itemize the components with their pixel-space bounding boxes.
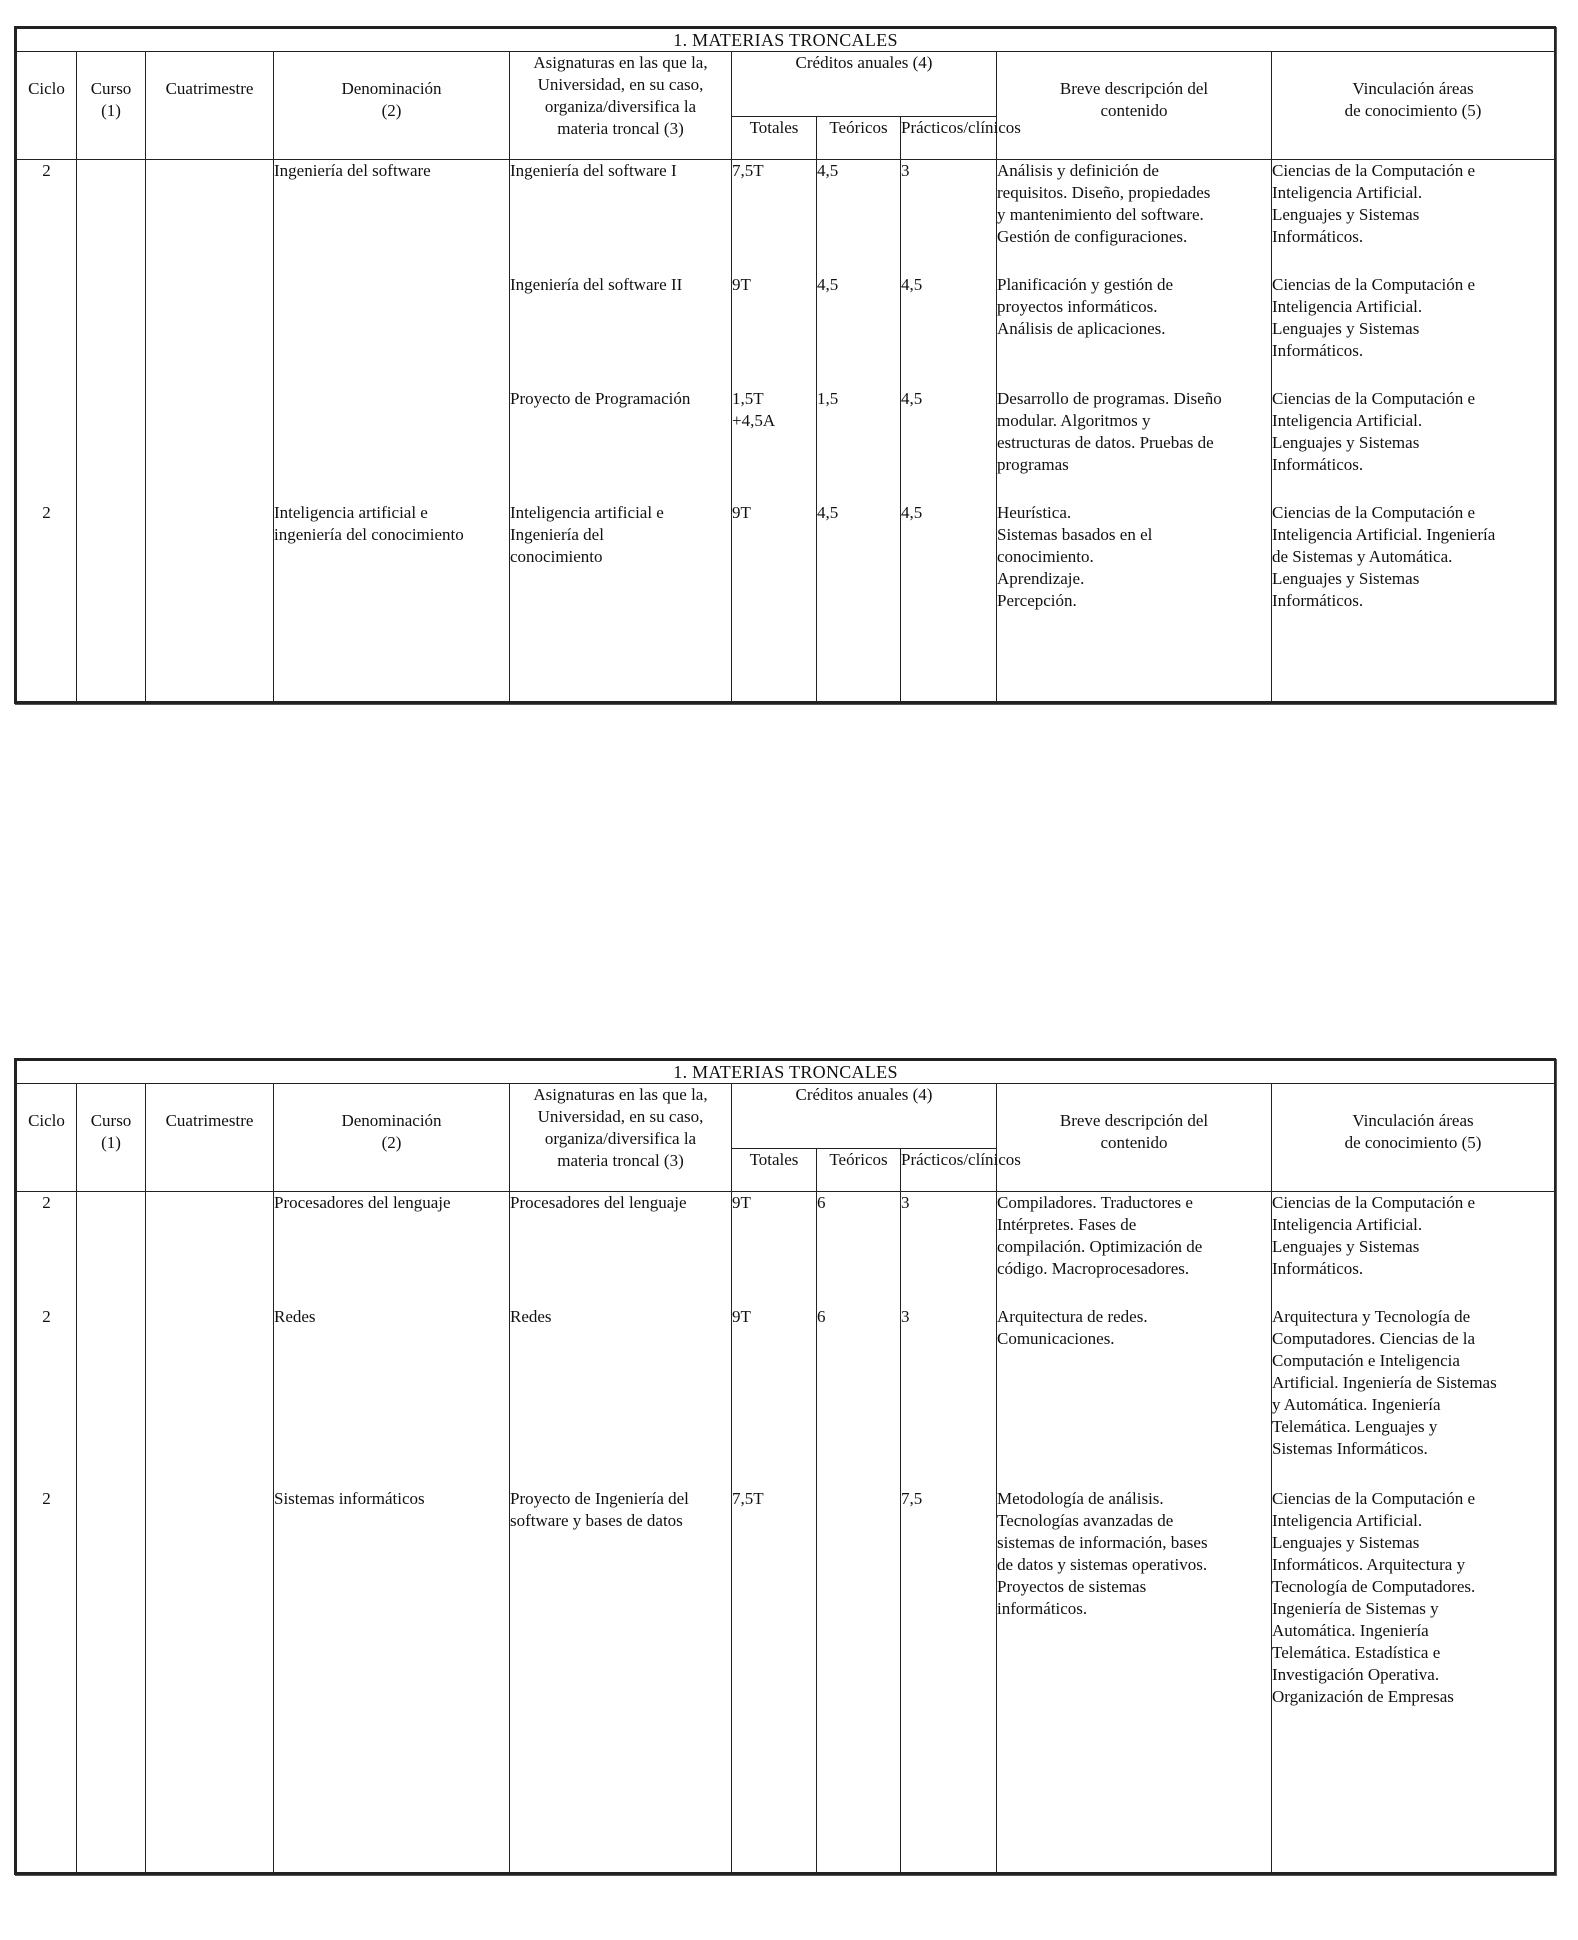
header-ciclo: Ciclo <box>17 1084 77 1192</box>
materias-troncales-table-1 <box>14 26 1556 704</box>
column-ciclo <box>17 1192 77 1873</box>
header-asignaturas: Asignaturas en las que la, Universidad, en su caso, organiza/diversifica la materia troncal (3) <box>510 52 732 160</box>
cell-vinculacion: Ciencias de la Computación e Inteligencia Artificial. Lenguajes y Sistemas Informáticos. <box>1272 389 1475 474</box>
header-totales: Totales <box>732 1149 817 1192</box>
cell-teoricos: 4,5 <box>817 503 839 522</box>
header-curso: Curso (1) <box>77 1084 146 1192</box>
header-descripcion: Breve descripción del contenido <box>997 1084 1272 1192</box>
table-1 <box>16 28 1555 702</box>
cell-teoricos: 1,5 <box>817 389 839 408</box>
cell-totales: 7,5T <box>732 161 764 180</box>
table-title: 1. MATERIAS TRONCALES <box>17 1061 1555 1084</box>
column-vinculacion <box>1272 160 1555 702</box>
table-2 <box>16 1060 1555 1873</box>
cell-denominacion: Ingeniería del software <box>274 161 431 180</box>
cell-asignatura: Ingeniería del software I <box>510 161 677 180</box>
cell-ciclo: 2 <box>42 503 51 522</box>
cell-vinculacion: Ciencias de la Computación e Inteligencia Artificial. Lenguajes y Sistemas Informáticos. Arquitectura y Tecnología de Computadores. Ingeniería de Sistemas y Automática. Ingeniería Telemática. Estadística e Investigación Operativa. Organización de Empresas <box>1272 1489 1476 1706</box>
cell-ciclo: 2 <box>42 1489 51 1508</box>
cell-totales: 9T <box>732 503 751 522</box>
cell-practicos: 3 <box>901 1193 910 1212</box>
cell-practicos: 3 <box>901 1307 910 1326</box>
header-ciclo: Ciclo <box>17 52 77 160</box>
header-descripcion: Breve descripción del contenido <box>997 52 1272 160</box>
cell-asignatura: Procesadores del lenguaje <box>510 1193 687 1212</box>
cell-totales: 7,5T <box>732 1489 764 1508</box>
header-vinculacion: Vinculación áreas de conocimiento (5) <box>1272 1084 1555 1192</box>
column-denominacion <box>274 1192 510 1873</box>
cell-asignatura: Proyecto de Ingeniería del software y bases de datos <box>510 1489 689 1530</box>
column-practicos <box>901 1192 997 1873</box>
cell-teoricos: 6 <box>817 1193 826 1212</box>
cell-practicos: 4,5 <box>901 389 923 408</box>
column-denominacion <box>274 160 510 702</box>
header-curso: Curso (1) <box>77 52 146 160</box>
column-asignatura <box>510 160 732 702</box>
column-practicos <box>901 160 997 702</box>
column-ciclo <box>17 160 77 702</box>
cell-descripcion: Metodología de análisis. Tecnologías avanzadas de sistemas de información, bases de datos y sistemas operativos. Proyectos de sistemas informáticos. <box>997 1489 1208 1618</box>
cell-vinculacion: Ciencias de la Computación e Inteligencia Artificial. Lenguajes y Sistemas Informáticos. <box>1272 1193 1475 1278</box>
header-teoricos: Teóricos <box>817 1149 901 1192</box>
header-creditos-anuales: Créditos anuales (4) <box>732 52 997 117</box>
column-curso <box>77 1192 146 1873</box>
header-totales: Totales <box>732 117 817 160</box>
column-cuatrimestre <box>146 1192 274 1873</box>
column-teoricos <box>817 1192 901 1873</box>
cell-totales: 1,5T +4,5A <box>732 389 776 430</box>
cell-totales: 9T <box>732 1193 751 1212</box>
materias-troncales-table-2 <box>14 1058 1556 1875</box>
cell-descripcion: Análisis y definición de requisitos. Diseño, propiedades y mantenimiento del software. Gestión de configuraciones. <box>997 161 1211 246</box>
column-vinculacion <box>1272 1192 1555 1873</box>
column-totales <box>732 1192 817 1873</box>
cell-descripcion: Heurística. Sistemas basados en el conocimiento. Aprendizaje. Percepción. <box>997 503 1153 610</box>
cell-asignatura: Redes <box>510 1307 552 1326</box>
column-teoricos <box>817 160 901 702</box>
cell-asignatura: Proyecto de Programación <box>510 389 691 408</box>
cell-teoricos: 4,5 <box>817 161 839 180</box>
table-title: 1. MATERIAS TRONCALES <box>17 29 1555 52</box>
header-asignaturas: Asignaturas en las que la, Universidad, en su caso, organiza/diversifica la materia troncal (3) <box>510 1084 732 1192</box>
cell-practicos: 3 <box>901 161 910 180</box>
header-denominacion: Denominación (2) <box>274 52 510 160</box>
cell-ciclo: 2 <box>42 1193 51 1212</box>
table-1-body <box>17 160 1555 702</box>
cell-vinculacion: Ciencias de la Computación e Inteligencia Artificial. Lenguajes y Sistemas Informáticos. <box>1272 161 1475 246</box>
cell-descripcion: Compiladores. Traductores e Intérpretes. Fases de compilación. Optimización de código. Macroprocesadores. <box>997 1193 1203 1278</box>
cell-practicos: 4,5 <box>901 503 923 522</box>
cell-teoricos: 6 <box>817 1307 826 1326</box>
column-descripcion <box>997 160 1272 702</box>
cell-practicos: 4,5 <box>901 275 923 294</box>
header-vinculacion: Vinculación áreas de conocimiento (5) <box>1272 52 1555 160</box>
cell-practicos: 7,5 <box>901 1489 923 1508</box>
column-asignatura <box>510 1192 732 1873</box>
cell-denominacion: Redes <box>274 1307 316 1326</box>
header-teoricos: Teóricos <box>817 117 901 160</box>
header-practicos: Prácticos/clínicos <box>901 1149 997 1192</box>
cell-denominacion: Procesadores del lenguaje <box>274 1193 451 1212</box>
cell-ciclo: 2 <box>42 1307 51 1326</box>
cell-vinculacion: Ciencias de la Computación e Inteligencia Artificial. Ingeniería de Sistemas y Automática. Lenguajes y Sistemas Informáticos. <box>1272 503 1496 610</box>
cell-vinculacion: Ciencias de la Computación e Inteligencia Artificial. Lenguajes y Sistemas Informáticos. <box>1272 275 1475 360</box>
cell-ciclo: 2 <box>42 161 51 180</box>
cell-denominacion: Inteligencia artificial e ingeniería del conocimiento <box>274 503 464 544</box>
cell-asignatura: Inteligencia artificial e Ingeniería del conocimiento <box>510 503 664 566</box>
cell-teoricos: 4,5 <box>817 275 839 294</box>
header-practicos: Prácticos/clínicos <box>901 117 997 160</box>
column-descripcion <box>997 1192 1272 1873</box>
cell-asignatura: Ingeniería del software II <box>510 275 683 294</box>
cell-descripcion: Desarrollo de programas. Diseño modular. Algoritmos y estructuras de datos. Pruebas de programas <box>997 389 1222 474</box>
header-denominacion: Denominación (2) <box>274 1084 510 1192</box>
cell-totales: 9T <box>732 1307 751 1326</box>
cell-totales: 9T <box>732 275 751 294</box>
column-curso <box>77 160 146 702</box>
table-2-body <box>17 1192 1555 1873</box>
cell-vinculacion: Arquitectura y Tecnología de Computadores. Ciencias de la Computación e Inteligencia Artificial. Ingeniería de Sistemas y Automática. Ingeniería Telemática. Lenguajes y Sistemas Informáticos. <box>1272 1307 1497 1458</box>
header-creditos-anuales: Créditos anuales (4) <box>732 1084 997 1149</box>
cell-descripcion: Arquitectura de redes. Comunicaciones. <box>997 1307 1148 1348</box>
cell-descripcion: Planificación y gestión de proyectos informáticos. Análisis de aplicaciones. <box>997 275 1174 338</box>
column-cuatrimestre <box>146 160 274 702</box>
cell-denominacion: Sistemas informáticos <box>274 1489 425 1508</box>
header-cuatrimestre: Cuatrimestre <box>146 1084 274 1192</box>
column-totales <box>732 160 817 702</box>
header-cuatrimestre: Cuatrimestre <box>146 52 274 160</box>
